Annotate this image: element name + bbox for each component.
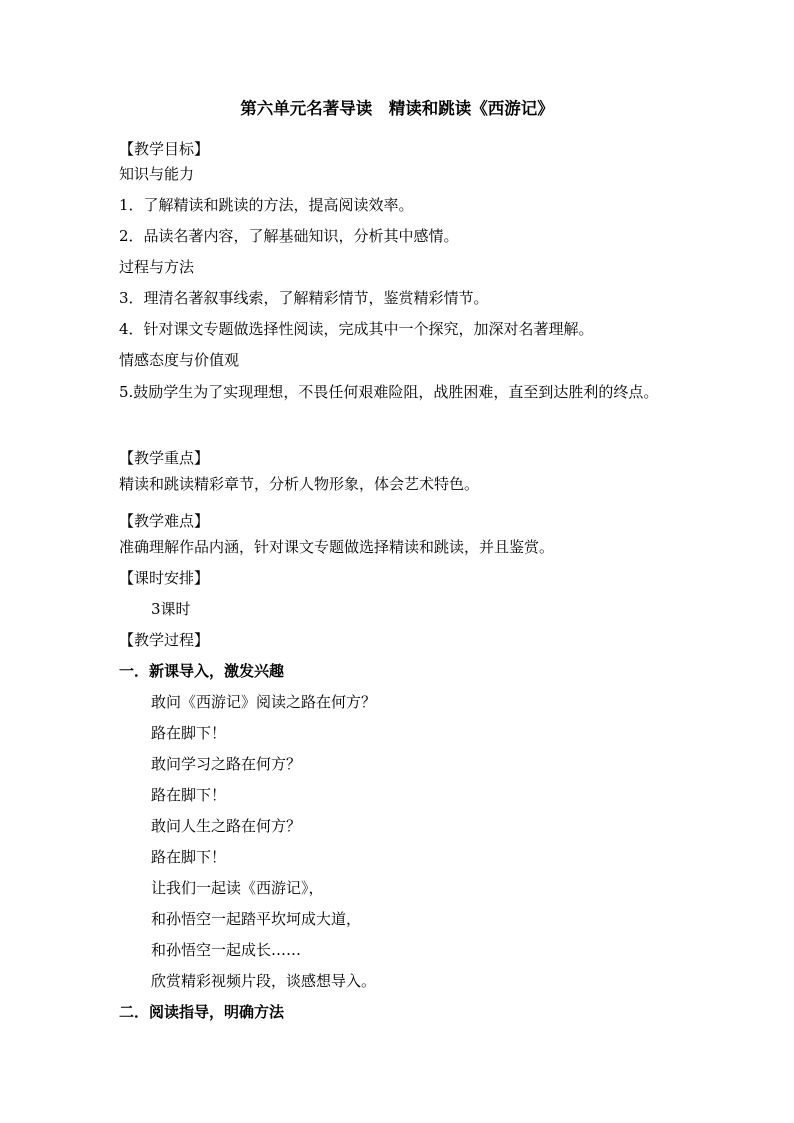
objective-item-1: 1．了解精读和跳读的方法，提高阅读效率。	[119, 196, 414, 214]
process-method-heading: 过程与方法	[119, 258, 195, 276]
objective-item-4: 4．针对课文专题做选择性阅读，完成其中一个探究，加深对名著理解。	[119, 320, 594, 338]
key-points-text: 精读和跳读精彩章节，分析人物形象，体会艺术特色。	[119, 475, 480, 493]
section-2-heading: 二．阅读指导，明确方法	[119, 1003, 285, 1021]
intro-line: 敢问《西游记》阅读之路在何方？	[151, 693, 377, 711]
page-title: 第六单元名著导读 精读和跳读《西游记》	[240, 99, 554, 118]
intro-line: 让我们一起读《西游记》，	[151, 879, 324, 897]
objective-item-5: 5.鼓励学生为了实现理想，不畏任何艰难险阻，战胜困难，直至到达胜利的终点。	[119, 383, 659, 401]
intro-line: 敢问人生之路在何方？	[151, 817, 302, 835]
emotion-heading: 情感态度与价值观	[119, 351, 240, 369]
knowledge-heading: 知识与能力	[119, 165, 195, 183]
intro-line: 和孙悟空一起踏平坎坷成大道，	[151, 910, 362, 928]
objective-item-2: 2．品读名著内容，了解基础知识，分析其中感情。	[119, 227, 459, 245]
intro-line: 敢问学习之路在何方？	[151, 755, 302, 773]
intro-line: 路在脚下！	[151, 848, 227, 866]
schedule-heading: 【课时安排】	[119, 569, 210, 587]
key-points-heading: 【教学重点】	[119, 449, 210, 467]
intro-line: 路在脚下！	[151, 724, 227, 742]
difficulties-text: 准确理解作品内涵，针对课文专题做选择精读和跳读，并且鉴赏。	[119, 538, 555, 556]
schedule-text: 3课时	[151, 600, 191, 618]
intro-line: 和孙悟空一起成长……	[151, 941, 302, 959]
objectives-heading: 【教学目标】	[119, 140, 210, 158]
process-heading: 【教学过程】	[119, 631, 210, 649]
difficulties-heading: 【教学难点】	[119, 512, 210, 530]
section-1-heading: 一．新课导入，激发兴趣	[119, 662, 285, 680]
intro-line: 欣赏精彩视频片段，谈感想导入。	[151, 972, 377, 990]
intro-line: 路在脚下！	[151, 786, 227, 804]
objective-item-3: 3．理清名著叙事线索，了解精彩情节，鉴赏精彩情节。	[119, 289, 489, 307]
